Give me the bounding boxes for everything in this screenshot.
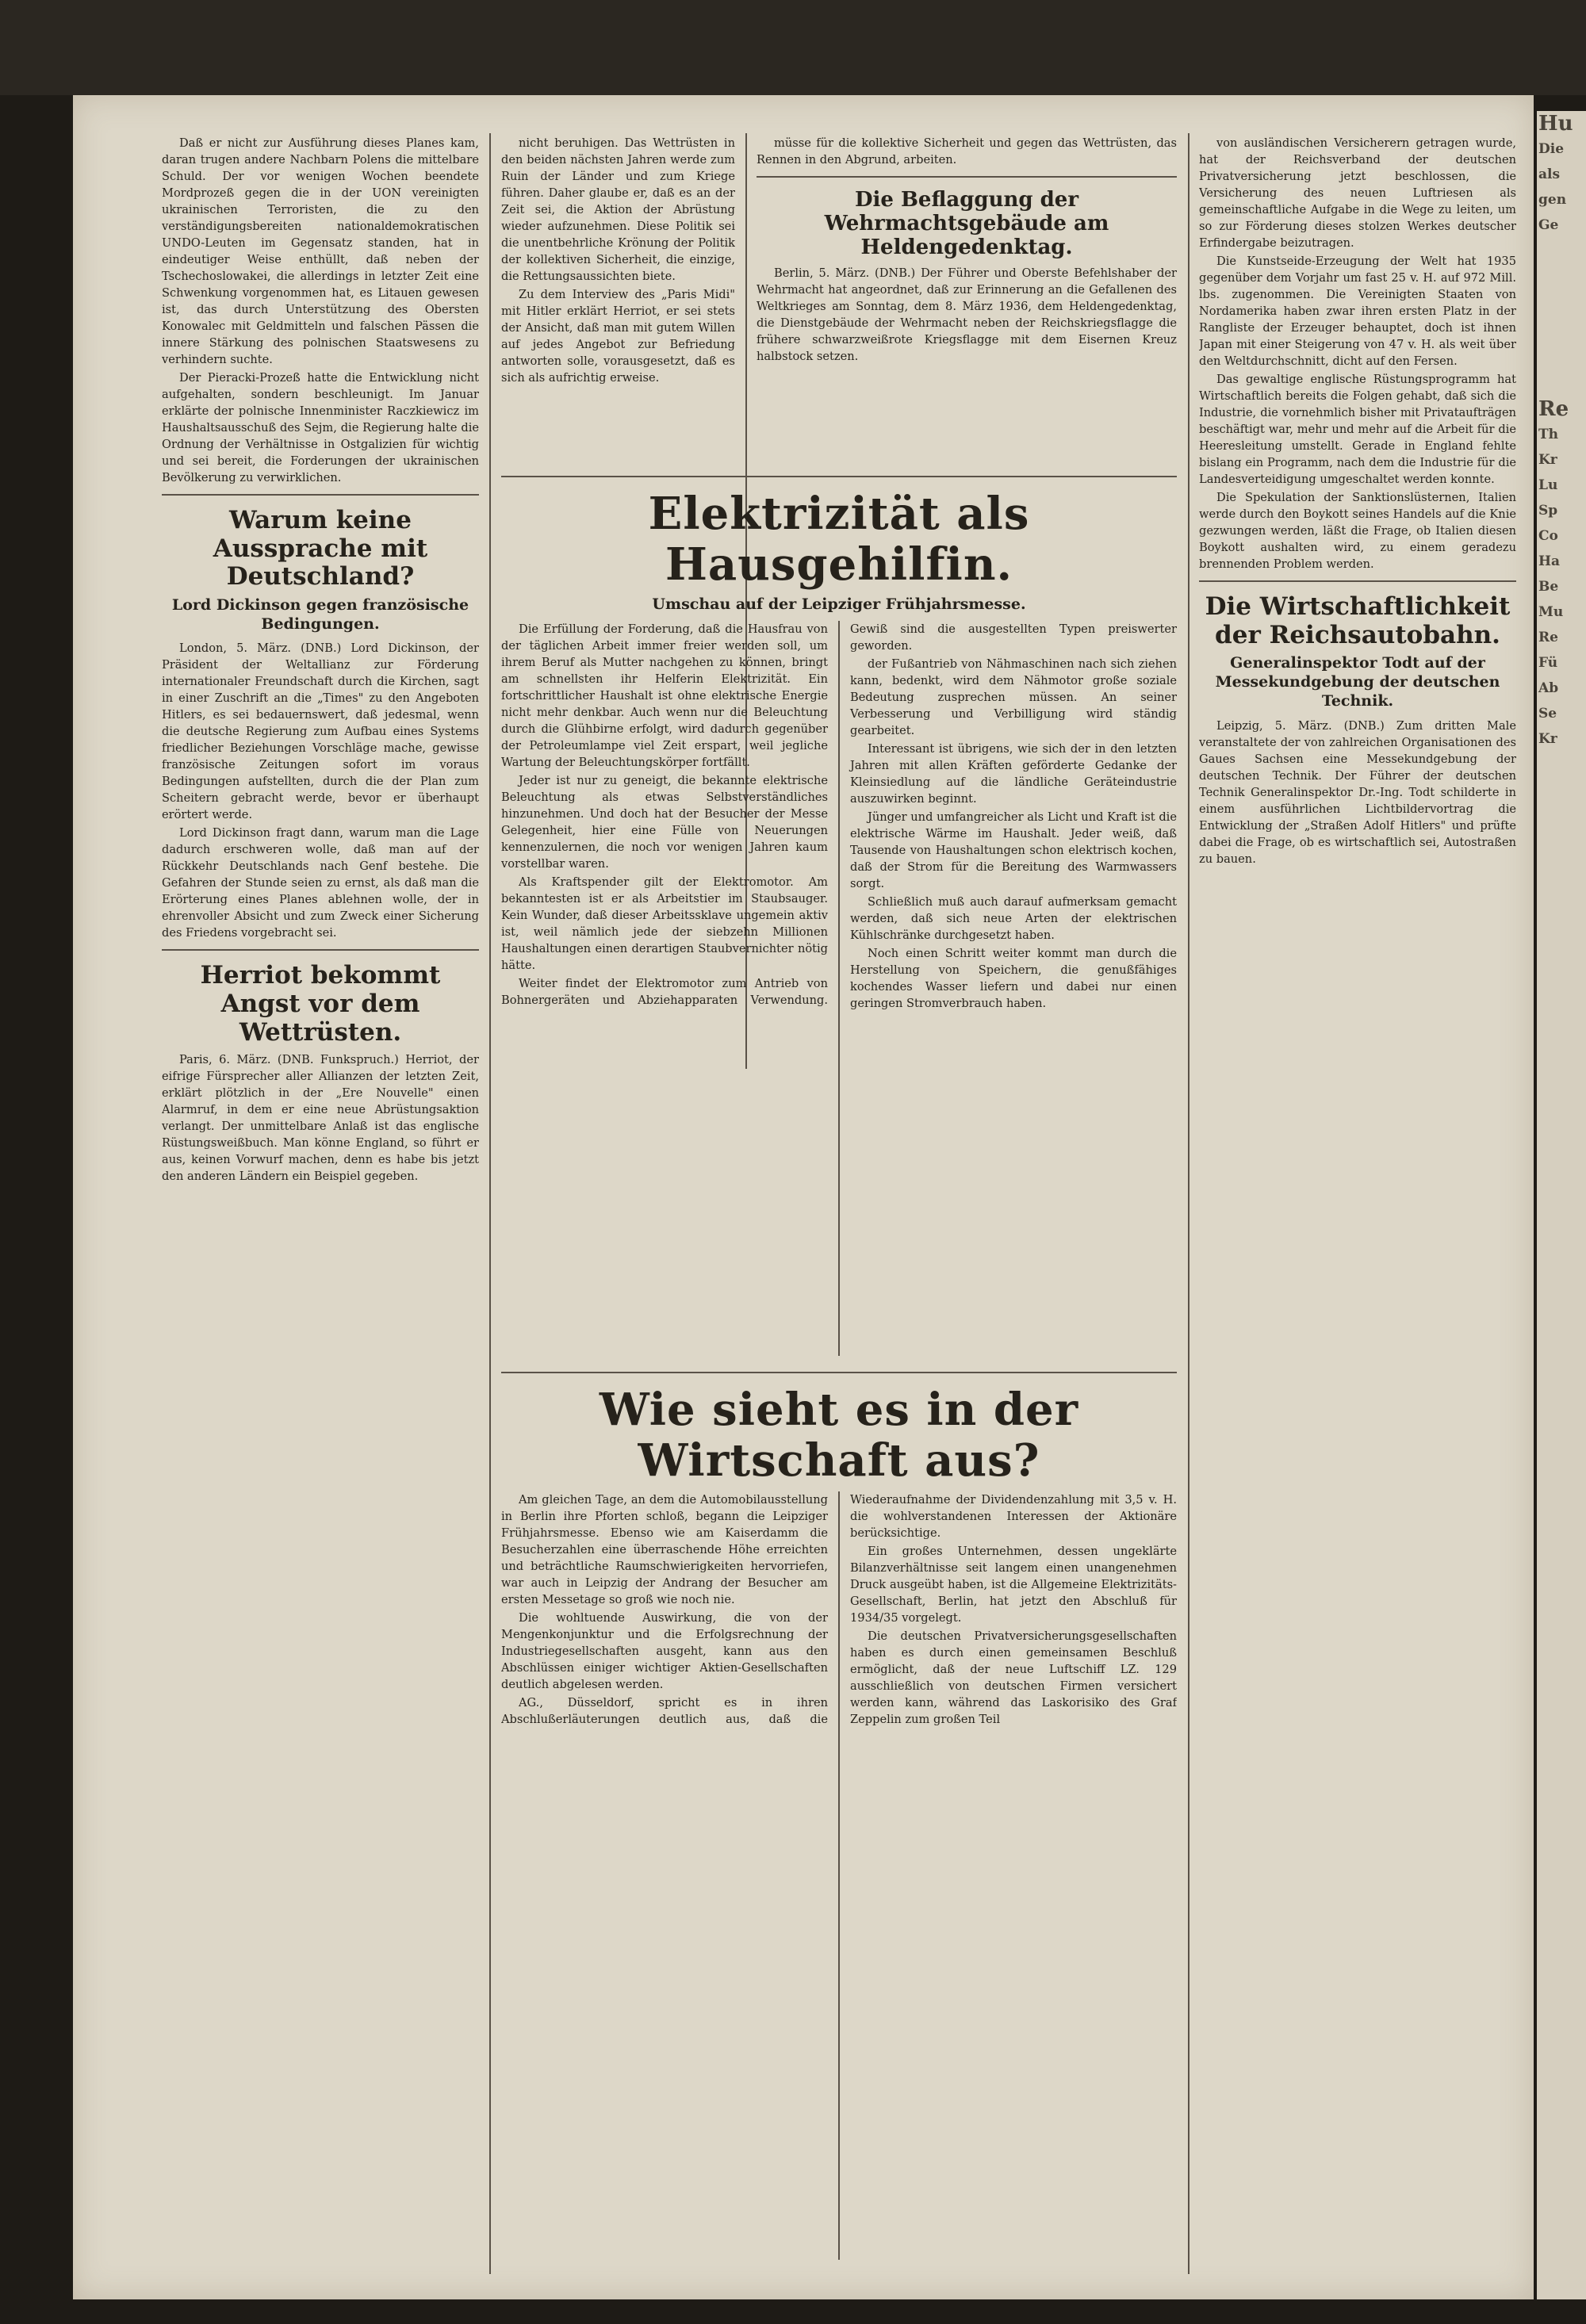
wirtschaft-p4: Ein großes Unternehmen, dessen ungeklärte Bilanzverhältnisse seit langem einen unangenehmen Druck ausgeübt haben, ist die Allgemeine Elektrizitäts-Gesellschaft, Berlin, hat jetzt den Abschluß für 1934/35 vorgelegt.: [850, 1544, 1177, 1625]
stub-line: Lu: [1538, 477, 1558, 493]
column-4: [1199, 135, 1516, 2260]
headline-reichsautobahn: Die Wirtschaftlichkeit der Reichsautobahn.: [1205, 592, 1511, 649]
elektro-p2: Jeder ist nur zu geneigt, die bekannte elektrische Beleuchtung als etwas Selbstverständliches hinzunehmen. Und doch hat der Besucher der Messe Gelegenheit, hier eine Fülle von Neuerungen kennenzulernen, die noch vor wenigen Jahren kaum vorstellbar waren.: [501, 773, 828, 871]
subhead-todt: Generalinspektor Todt auf der Messekundgebung der deutschen Technik.: [1215, 654, 1500, 710]
column-rule-3: [1188, 133, 1190, 2274]
stub-line: Co: [1538, 528, 1558, 544]
wirtschaft-p2: Die wohltuende Auswirkung, die von der Mengenkonjunktur und die Erfolgsrechnung der Industriegesellschaften ausgeht, kann aus den Abschlüssen einiger wichtiger Aktien-Gesellschaften deutlich abgelesen werden.: [501, 1610, 828, 1691]
elektro-p9: Noch einen Schritt weiter kommt man durch die Herstellung von Speichern, die genußfähiges kochendes Wasser liefern und dabei nur einen geringen Stromverbrauch haben.: [850, 946, 1177, 1010]
stub-line: Sp: [1538, 503, 1558, 519]
col3-intro: müsse für die kollektive Sicherheit und gegen das Wettrüsten, das Rennen in den Abgrund, arbeiten.: [757, 136, 1177, 167]
elektro-p1: Die Erfüllung der Forderung, daß die Hausfrau von der täglichen Arbeit immer freier werden soll, um ihrem Beruf als Mutter nachgehen zu können, bringt am schnellsten ihr Helferin Elektrizität. Ein fortschrittlicher Haushalt ist ohne elektrische Energie nicht mehr denkbar. Auch wenn nur die Beleuchtung durch die Glühbirne erfolgt, wird dadurch gegenüber der Petroleumlampe viel Zeit erspart, weil jegliche Wartung der Beleuchtungskörper fortfällt.: [501, 622, 828, 769]
stub-line: Ab: [1538, 680, 1559, 696]
subhead-leipziger-messe: Umschau auf der Leipziger Frühjahrsmesse.: [652, 595, 1026, 613]
col2-body: Zu dem Interview des „Paris Midi" mit Hitler erklärt Herriot, er sei stets der Ansicht, daß man mit gutem Willen auf jedes Angebot zur Befriedung antworten solle, vorausgesetzt, daß es sich als aufrichtig erweise.: [501, 288, 735, 385]
col2-intro: nicht beruhigen. Das Wettrüsten in den beiden nächsten Jahren werde zum Ruin der Länder und zum Kriege führen. Daher glaube er, daß es an der Zeit sei, die Aktion der Abrüstung wieder aufzunehmen. Diese Politik sei die unentbehrliche Krönung der Politik der kollektiven Sicherheit, die einzige, die Rettungsaussichten biete.: [501, 136, 735, 283]
newspaper-page: [73, 95, 1534, 2299]
stub-line: Be: [1538, 579, 1559, 595]
article-wirtschaft-body: [501, 1491, 1177, 2260]
stub-line: Mu: [1538, 604, 1564, 620]
wirtschaft-p1: Am gleichen Tage, an dem die Automobilausstellung in Berlin ihre Pforten schloß, begann die Leipziger Frühjahrsmesse. Ebenso wie am Kaiserdamm die Besucherzahlen eine überraschende Höhe erreichten und beträchtliche Raumschwierigkeiten hervorriefen, war auch in Leipzig der Andrang der Besucher am ersten Messetage so groß wie noch nie.: [501, 1492, 828, 1606]
headline-wirtschaft: Wie sieht es in der Wirtschaft aus?: [599, 1384, 1079, 1487]
column-rule-1: [489, 133, 491, 2274]
col4-sanktionen: Die Spekulation der Sanktionslüsternen, Italien werde durch den Boykott seines Handels auf die Knie gezwungen werden, läßt die Frage, ob Italien diesen Boykott aushalten wird, zu einem geradezu brennenden Problem werden.: [1199, 491, 1516, 571]
elektro-p4: Weiter findet der Elektromotor zum Antrieb von Bohnergeräten und Abziehapparaten Verwendung. Gewiß sind die ausgestellten Typen preiswerter geworden.: [501, 622, 1177, 1007]
elektro-p7: Jünger und umfangreicher als Licht und Kraft ist die elektrische Wärme im Haushalt. Jeder weiß, daß Tausende von Haushaltungen schon elektrisch kochen, daß der Strom für die Bereitung des Warmwassers sorgt.: [850, 810, 1177, 890]
col1-article-3: Paris, 6. März. (DNB. Funkspruch.) Herriot, der eifrige Fürsprecher aller Allianzen der letzten Zeit, erklärt plötzlich in der „Ere Nouvelle" einen Alarmruf, in dem er eine neue Abrüstungsaktion verlangt. Der unmittelbare Anlaß ist das englische Rüstungsweißbuch. Man könne England, so führt er aus, keinen Vorwurf machen, denn es habe bis jetzt den anderen Ländern ein Beispiel gegeben.: [162, 1053, 479, 1184]
elektro-p8: Schließlich muß auch darauf aufmerksam gemacht werden, daß sich neue Arten der elektrischen Kühlschränke durchgesetzt haben.: [850, 894, 1177, 942]
col1-article-1: London, 5. März. (DNB.) Lord Dickinson, der Präsident der Weltallianz zur Förderung internationaler Freundschaft durch die Kirchen, sagt in einer Zuschrift an die „Times" zu den Angeboten Hitlers, es sei bedauernswert, daß jedesmal, wenn die deutsche Regierung zum Aufbau eines Systems friedlicher Beziehungen Vorschläge mache, gewisse französische Zeitungen sofort im voraus Bedingungen aufstellten, durch die der Plan zum Scheitern gebracht werde, bevor er überhaupt erörtert werde.: [162, 641, 479, 822]
stub-line: Th: [1538, 427, 1559, 442]
stub-line: Kr: [1538, 452, 1557, 468]
elektro-p5: der Fußantrieb von Nähmaschinen nach sich ziehen kann, bedenkt, wird dem Nähmotor große soziale Bedeutung zusprechen müssen. An seiner Verbesserung und Verbilligung wird ständig gearbeitet.: [850, 657, 1177, 737]
subhead-dickinson: Lord Dickinson gegen französische Bedingungen.: [171, 595, 469, 633]
article-elektrizitaet-body: [501, 621, 1177, 1356]
headline-herriot: Herriot bekommt Angst vor dem Wettrüsten.: [200, 961, 441, 1047]
wirtschaft-p5: Die deutschen Privatversicherungsgesellschaften haben es durch einen gemeinsamen Beschluß ermöglicht, daß der neue Luftschiff LZ. 129 ausschließlich von deutschen Firmen versichert werden kann, während das Laskorisiko des Graf Zeppelin zum großen Teil: [850, 1629, 1177, 1726]
col1-article-2: Lord Dickinson fragt dann, warum man die Lage dadurch erschweren wolle, daß man auf der Rückkehr Deutschlands nach Genf bestehe. Die Gefahren der Stunde seien zu ernst, als daß man die Erörterung eines Planes ablehnen wolle, der in ehrenvoller Absicht und zum Zweck einer Sicherung des Friedens vorgebracht sei.: [162, 826, 479, 940]
column-2-top: [501, 135, 735, 476]
col4-article-todt: Leipzig, 5. März. (DNB.) Zum dritten Male veranstaltete der von zahlreichen Organisationen des Gaues Sachsen eine Messekundgebung der deutschen Technik. Der Führer der deutschen Technik Generalinspektor Dr.-Ing. Todt schilderte in einem ausführlichen Lichtbildervortrag die Entwicklung der „Straßen Adolf Hitlers" und prüfte dabei die Frage, ob es wirtschaftlich sei, Autostraßen zu bauen.: [1199, 718, 1516, 866]
col1-intro: Daß er nicht zur Ausführung dieses Planes kam, daran trugen andere Nachbarn Polens die mittelbare Schuld. Der vor wenigen Wochen beendete Mordprozeß gegen die in der UON vereinigten ukrainischen Terroristen, die zu den verständigungsbereiten nationaldemokratischen UNDO-Leuten im Gegensatz standen, hat in eindeutiger Weise enthüllt, daß neben der Tschechoslowakei, die allerdings in letzter Zeit eine Schwenkung vorgenommen hat, es Litauen gewesen ist, das durch Unterstützung des Obersten Konowalec mit Geldmitteln und falschen Pässen die innere Stärkung des polnischen Staatswesens zu verhindern suchte.: [162, 136, 479, 366]
headline-elektrizitaet: Elektrizität als Hausgehilfin.: [648, 488, 1030, 592]
col1-body: Der Pieracki-Prozeß hatte die Entwicklung nicht aufgehalten, sondern beschleunigt. Im Januar erklärte der polnische Innenminister Raczkiewicz im Haushaltsausschuß des Sejm, die Regierung halte die Ordnung der Verhältnisse in Ostgalizien für wichtig und sei bereit, die Forderungen der ukrainischen Bevölkerung zu verwirklichen.: [162, 371, 479, 484]
stub-line: Re: [1538, 630, 1558, 645]
col4-intro: von ausländischen Versicherern getragen wurde, hat der Reichsverband der deutschen Privatversicherung jetzt beschlossen, die Versicherung des neuen Luftriesen als gemeinschaftliche Aufgabe in die Wege zu leiten, um so zur Förderung dieses stolzen Werkes deutscher Erfindergabe beizutragen.: [1199, 136, 1516, 250]
col4-ruestung: Das gewaltige englische Rüstungsprogramm hat Wirtschaftlich bereits die Folgen gehabt, daß sich die Industrie, die vornehmlich bisher mit Privataufträgen beschäftigt war, mehr und mehr auf die Arbeit für die Heeresleitung umstellt. Gerade in England fehlte bislang ein Programm, nach dem die Industrie für die Landesverteidigung umgeschaltet werden konnte.: [1199, 373, 1516, 486]
article-wirtschaft: [501, 1372, 1177, 2260]
stub-line: Die: [1538, 141, 1565, 157]
stub-line: Re: [1538, 397, 1569, 421]
elektro-p6: Interessant ist übrigens, wie sich der in den letzten Jahren mit allen Kräften geförderte Gedanke der Kleinsiedlung auf die ländliche Geräteindustrie auszuwirken beginnt.: [850, 741, 1177, 806]
stub-line: Hu: [1538, 112, 1573, 136]
article-elektrizitaet: [501, 476, 1177, 1356]
stub-line: gen: [1538, 192, 1567, 208]
headline-beflaggung: Die Beflaggung der Wehrmachtsgebäude am Heldengedenktag.: [824, 188, 1109, 259]
wirtschaft-p3: AG., Düsseldorf, spricht es in ihren Abschlußerläuterungen deutlich aus, daß die Wiederaufnahme der Dividendenzahlung mit 3,5 v. H. die wohlverstandenen Interessen der Aktionäre berücksichtige.: [501, 1492, 1177, 1726]
stub-line: Kr: [1538, 731, 1557, 747]
stub-line: Se: [1538, 706, 1557, 722]
stub-line: Ha: [1538, 553, 1561, 569]
stub-line: Fü: [1538, 655, 1558, 671]
stub-line: Ge: [1538, 217, 1559, 233]
elektro-p3: Als Kraftspender gilt der Elektromotor. Am bekanntesten ist er als Arbeitstier im Staubsauger. Kein Wunder, daß dieser Arbeitssklave ungemein aktiv ist, weil nämlich jede der siebzehn Millionen Haushaltungen einen derartigen Staubvernichter nötig hätte.: [501, 875, 828, 972]
col3-article-1: Berlin, 5. März. (DNB.) Der Führer und Oberste Befehlshaber der Wehrmacht hat angeordnet, daß zur Erinnerung an die Gefallenen des Weltkrieges am Sonntag, dem 8. März 1936, dem Heldengedenktag, die Dienstgebäude der Wehrmacht neben der Reichskriegsflagge die frühere schwarzweißrote Kriegsflagge mit dem Eisernen Kreuz halbstock setzen.: [757, 266, 1177, 363]
column-1: [162, 135, 479, 2260]
adjacent-page-edge: [1537, 111, 1586, 2299]
stub-line: als: [1538, 167, 1561, 182]
scan-background-top: [0, 0, 1586, 95]
col4-kunstseide: Die Kunstseide-Erzeugung der Welt hat 1935 gegenüber dem Vorjahr um fast 25 v. H. auf 972 Mill. lbs. zugenommen. Die Vereinigten Staaten von Nordamerika haben zwar ihren ersten Platz in der Rangliste der Erzeuger behauptet, doch ist ihnen Japan mit einer Steigerung von 47 v. H. als weit über den Weltdurchschnitt, dicht auf den Fersen.: [1199, 255, 1516, 368]
column-3-top: [757, 135, 1177, 476]
headline-aussprache: Warum keine Aussprache mit Deutschland?: [213, 506, 428, 592]
